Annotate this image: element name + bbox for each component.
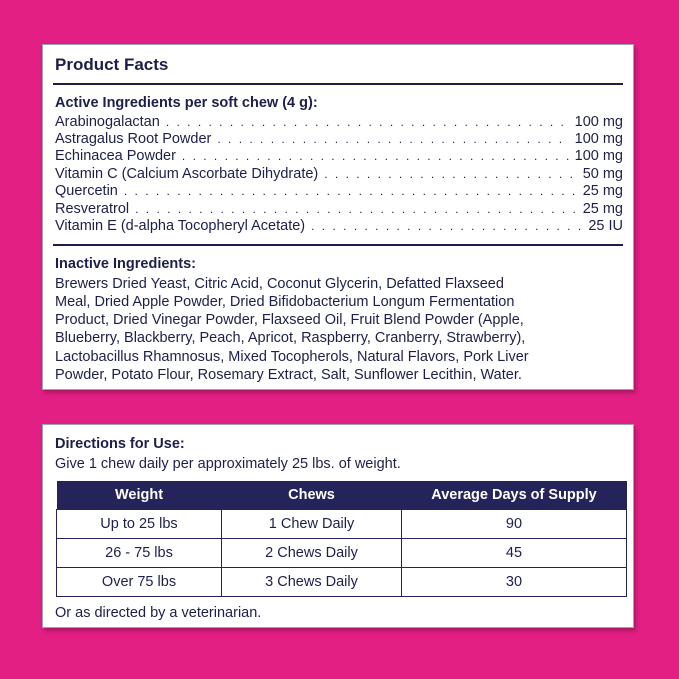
inactive-line: Meal, Dried Apple Powder, Dried Bifidobacterium Longum Fermentation — [55, 294, 515, 311]
leader-dots — [166, 114, 569, 131]
ingredient-amount: 25 mg — [582, 183, 623, 200]
inactive-line: Brewers Dried Yeast, Citric Acid, Coconut Glycerin, Defatted Flaxseed — [55, 275, 504, 292]
table-row — [57, 568, 627, 597]
ingredient-row — [55, 131, 623, 148]
table-cell: 3 Chews Daily — [222, 568, 402, 597]
leader-dots — [311, 218, 582, 235]
ingredient-amount: 50 mg — [582, 165, 623, 182]
ingredient-name: Resveratrol — [55, 200, 130, 217]
inactive-line: Blueberry, Blackberry, Peach, Apricot, Raspberry, Cranberry, Strawberry), — [55, 330, 526, 347]
table-cell: 45 — [402, 539, 627, 568]
ingredient-amount: 25 mg — [582, 200, 623, 217]
inactive-line: Powder, Potato Flour, Rosemary Extract, Salt, Sunflower Lecithin, Water. — [55, 366, 522, 383]
ingredient-row — [55, 218, 623, 235]
directions-panel — [42, 424, 634, 628]
active-ingredients-list — [55, 114, 623, 236]
inactive-ingredients-heading: Inactive Ingredients: — [55, 255, 197, 272]
ingredient-amount: 100 mg — [574, 148, 623, 165]
directions-footer: Or as directed by a veterinarian. — [55, 605, 262, 621]
ingredient-amount: 25 IU — [588, 217, 623, 234]
inactive-ingredients-text — [55, 275, 623, 384]
table-cell: 1 Chew Daily — [222, 510, 402, 539]
leader-dots — [182, 148, 569, 165]
column-header-weight: Weight — [57, 481, 222, 510]
leader-dots — [217, 131, 568, 148]
directions-subtitle: Give 1 chew daily per approximately 25 lbs. of weight. — [55, 456, 401, 472]
ingredient-name: Astragalus Root Powder — [55, 130, 212, 147]
directions-heading: Directions for Use: — [55, 436, 185, 452]
table-cell: 2 Chews Daily — [222, 539, 402, 568]
table-row — [57, 510, 627, 539]
column-header-chews: Chews — [222, 481, 402, 510]
divider — [53, 83, 623, 85]
leader-dots — [324, 166, 576, 183]
ingredient-row — [55, 148, 623, 165]
inactive-line: Product, Dried Vinegar Powder, Flaxseed Oil, Fruit Blend Powder (Apple, — [55, 312, 524, 329]
divider — [53, 244, 623, 246]
ingredient-name: Vitamin E (d-alpha Tocopheryl Acetate) — [55, 217, 306, 234]
table-row — [57, 539, 627, 568]
ingredient-row — [55, 166, 623, 183]
inactive-line: Lactobacillus Rhamnosus, Mixed Tocopherols, Natural Flavors, Pork Liver — [55, 348, 529, 365]
ingredient-amount: 100 mg — [574, 130, 623, 147]
ingredient-name: Echinacea Powder — [55, 148, 176, 165]
product-facts-panel — [42, 44, 634, 390]
ingredient-name: Arabinogalactan — [55, 113, 160, 130]
ingredient-row — [55, 201, 623, 218]
ingredient-amount: 100 mg — [574, 113, 623, 130]
ingredient-name: Quercetin — [55, 183, 118, 200]
leader-dots — [124, 183, 577, 200]
active-ingredients-heading: Active Ingredients per soft chew (4 g): — [55, 94, 318, 111]
ingredient-row — [55, 183, 623, 200]
dosage-table — [56, 481, 627, 597]
ingredient-row — [55, 114, 623, 131]
table-cell: 26 - 75 lbs — [57, 539, 222, 568]
column-header-days: Average Days of Supply — [402, 481, 627, 510]
product-facts-title: Product Facts — [55, 55, 169, 74]
table-cell: Up to 25 lbs — [57, 510, 222, 539]
table-cell: 30 — [402, 568, 627, 597]
ingredient-name: Vitamin C (Calcium Ascorbate Dihydrate) — [55, 165, 319, 182]
table-header-row — [57, 481, 627, 510]
table-cell: Over 75 lbs — [57, 568, 222, 597]
table-cell: 90 — [402, 510, 627, 539]
leader-dots — [135, 201, 577, 218]
